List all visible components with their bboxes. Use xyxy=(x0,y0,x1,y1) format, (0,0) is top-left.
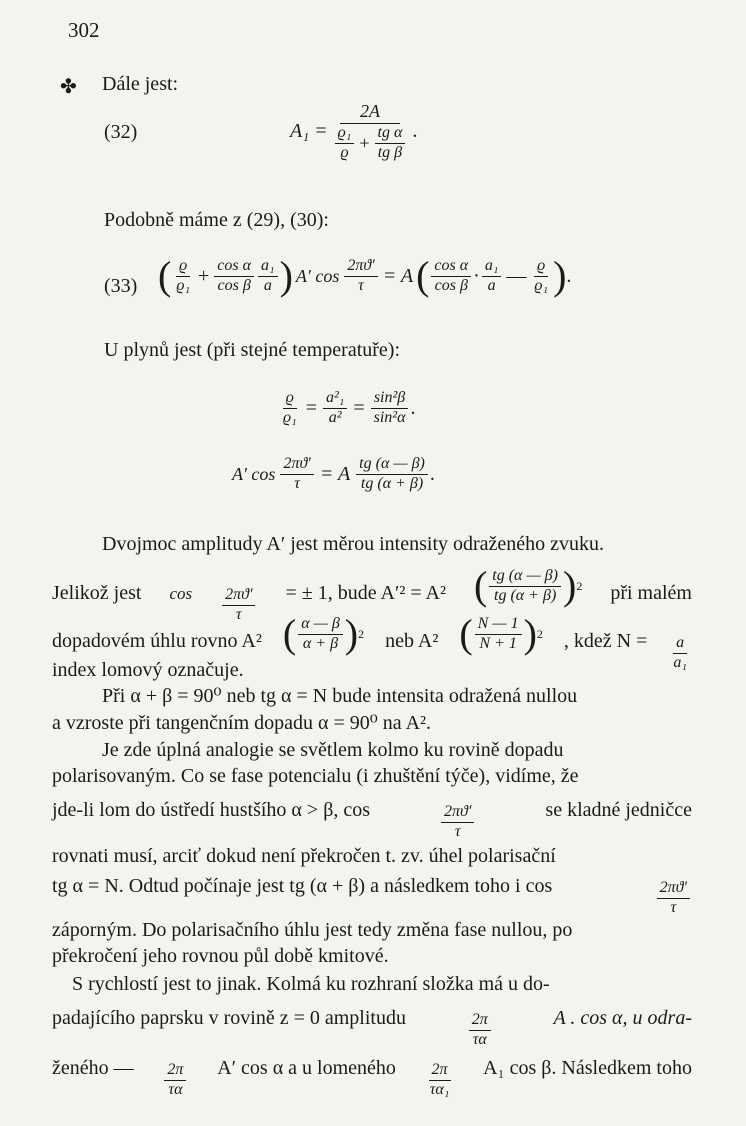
text-line-14: S rychlostí jest to jinak. Kolmá ku rozhraní složka má u do- xyxy=(72,973,550,995)
eqa-frac2 xyxy=(323,390,347,427)
eqb-lhs: A′ cos xyxy=(232,463,276,484)
eq33-f6-num: a₁ xyxy=(482,258,502,277)
eqb-f1-den: τ xyxy=(294,474,300,492)
eqb-f1-num: 2πϑ′ xyxy=(280,456,313,475)
eqa-eq2: = xyxy=(353,396,365,419)
l9-f-den: τ xyxy=(454,822,461,840)
l11-f-den: τ xyxy=(670,898,677,916)
eqa-frac3 xyxy=(371,390,409,427)
eq33-dot: · xyxy=(473,264,480,287)
eq33-f4-den: τ xyxy=(358,276,364,294)
l15-f-den: τα xyxy=(472,1030,487,1048)
eqb-frac1 xyxy=(280,456,313,493)
l3-r-den: a₁ xyxy=(673,653,687,671)
bullet-icon: ✤ xyxy=(60,76,77,98)
eq33-f5-num: cos α xyxy=(431,258,471,277)
eq32-den-frac1 xyxy=(335,125,355,162)
eq33-frac3 xyxy=(258,258,278,295)
l3-paren1: ( $\frac{\alpha — \beta}{\alpha + \beta}$ ) 2 xyxy=(282,611,365,656)
text-line-5: Při α + β = 90⁰ neb tg α = N bude intensita odražená nullou xyxy=(102,685,578,707)
eq33-f5-den: cos β xyxy=(434,276,468,294)
eq33-frac7 xyxy=(531,258,551,295)
l16-f-den: τα xyxy=(168,1080,183,1098)
text-line-8: polarisovaným. Co se fase potencialu (i zhuštění týče), vidíme, že xyxy=(52,765,579,787)
l2-f-den: τ xyxy=(235,605,242,623)
l15-f-num: 2π xyxy=(469,1012,491,1031)
eqa-f1-num: ϱ xyxy=(283,390,297,409)
text-line-1: Dvojmoc amplitudy A′ jest měrou intensity odraženého zvuku. xyxy=(102,533,605,555)
eq32-main-fraction xyxy=(330,102,411,161)
l3-c: , kdež N = xyxy=(563,630,648,652)
text-line-16 xyxy=(52,1058,692,1099)
eq32-plus: + xyxy=(359,132,370,153)
eqa-f3-num: sin²β xyxy=(371,390,408,409)
l9-f-num: 2πϑ′ xyxy=(441,804,474,823)
eq33-eqA: = A xyxy=(382,264,414,287)
eqa-f1-den: ϱ₁ xyxy=(283,408,297,426)
eq32-den1-den: ϱ xyxy=(340,143,349,161)
eq33-f2-den: cos β xyxy=(217,276,251,294)
l16-b: A′ cos α a u lomeného xyxy=(217,1057,396,1079)
eqa-f2-den: a² xyxy=(328,408,342,426)
eqb-frac2 xyxy=(356,456,428,493)
l16-f-num: 2π xyxy=(164,1062,186,1081)
l11-a: tg α = N. Odtud počínaje jest tg (α + β) a následkem toho i cos xyxy=(52,875,553,897)
eq33-f4-num: 2πϑ′ xyxy=(344,258,377,277)
equation-33 xyxy=(158,253,572,298)
l15-b: A . cos α, u odra- xyxy=(553,1007,692,1029)
l3-b: neb A² xyxy=(385,630,439,652)
l2-p-den: tg (α + β) xyxy=(494,586,557,604)
text-line-6: a vzroste při tangenčním dopadu α = 90⁰ na A². xyxy=(52,712,432,734)
eq33-f3-num: a₁ xyxy=(258,258,278,277)
text-line-4: index lomový označuje. xyxy=(52,659,244,681)
podobne-text: Podobně máme z (29), (30): xyxy=(104,209,329,231)
eq33-minus: — xyxy=(506,264,527,287)
l3-paren2: ( $\frac{N — 1}{N + 1}$ ) 2 xyxy=(459,611,543,656)
plynu-text: U plynů jest (při stejné temperatuře): xyxy=(104,339,401,361)
equation-gas-amplitude xyxy=(232,456,435,493)
text-line-9 xyxy=(52,800,692,841)
text-line-11 xyxy=(52,876,692,917)
eq32-den1-num: ϱ₁ xyxy=(335,125,355,144)
eq32-denominator xyxy=(330,124,411,162)
eq33-f6-den: a xyxy=(487,276,496,294)
eq33-f3-den: a xyxy=(263,276,272,294)
eq33-paren2-close: ) xyxy=(553,253,567,298)
intro-text: Dále jest: xyxy=(102,73,179,95)
equation-32 xyxy=(290,102,417,161)
eqa-end: . xyxy=(410,396,416,419)
eq33-paren2-open: ( xyxy=(416,253,430,298)
eq33-f1-den: ϱ₁ xyxy=(176,276,191,294)
l2-paren-group: ( $\frac{tg (\alpha — \beta)}{tg (\alpha + \beta)}$ ) 2 xyxy=(473,563,583,608)
eq32-end: . xyxy=(412,120,418,143)
l3-p-den: α + β xyxy=(302,634,339,652)
l16-frac2 xyxy=(427,1062,453,1099)
l3-a: dopadovém úhlu rovno A² xyxy=(52,630,262,652)
l11-f-num: 2πϑ′ xyxy=(657,880,690,899)
text-line-13: překročení jeho rovnou půl době kmitové. xyxy=(52,945,389,967)
eq33-end: . xyxy=(566,264,572,287)
l9-frac xyxy=(441,804,474,841)
l11-frac xyxy=(657,880,690,917)
eq33-f2-num: cos α xyxy=(214,258,254,277)
l9-b: se kladné jedničce xyxy=(545,799,692,821)
eq33-frac6 xyxy=(482,258,502,295)
eqa-f3-den: sin²α xyxy=(373,408,406,426)
eq33-frac2 xyxy=(214,258,254,295)
eq33-frac5 xyxy=(431,258,471,295)
l16-c: A₁ cos β. Následkem toho xyxy=(483,1057,692,1079)
eq33-f7-den: ϱ₁ xyxy=(534,276,549,294)
eq32-den2-num: tg α xyxy=(375,125,406,144)
eq32-lhs: A₁ = xyxy=(290,120,328,143)
l3-q-num: N — 1 xyxy=(475,616,522,635)
eq33-label: (33) xyxy=(104,275,138,297)
text-line-10: rovnati musí, arciť dokud není překročen t. zv. úhel polarisační xyxy=(52,845,556,867)
eq32-den2-den: tg β xyxy=(377,143,403,161)
l2-cos: cos xyxy=(169,584,193,603)
l15-a: padajícího paprsku v rovině z = 0 amplitudu xyxy=(52,1007,406,1029)
eqa-eq1: = xyxy=(305,396,317,419)
text-line-12: záporným. Do polarisačního úhlu jest tedy změna fase nullou, po xyxy=(52,919,573,941)
eq33-paren-close: ) xyxy=(279,253,293,298)
eq33-paren-open: ( xyxy=(158,253,172,298)
l3-q-den: N + 1 xyxy=(479,634,517,652)
eqb-f2-den: tg (α + β) xyxy=(360,474,424,492)
text-line-15 xyxy=(52,1008,692,1049)
eqb-f2-num: tg (α — β) xyxy=(356,456,428,475)
eq33-f1-num: ϱ xyxy=(176,258,190,277)
eq32-numerator: 2A xyxy=(340,102,400,124)
l15-frac xyxy=(469,1012,491,1049)
eq33-mid: A′ cos xyxy=(295,265,340,286)
l2-a: Jelikož jest xyxy=(52,582,142,604)
eq32-label: (32) xyxy=(104,121,138,143)
eqb-eq: = A xyxy=(319,462,351,485)
eqa-frac1 xyxy=(280,390,300,427)
eq33-frac1 xyxy=(173,258,193,295)
l16-g-num: 2π xyxy=(429,1062,451,1081)
eq33-f7-num: ϱ xyxy=(534,258,548,277)
l16-a: ženého — xyxy=(52,1057,134,1079)
l3-r-num: a xyxy=(673,635,687,654)
eqa-f2-num: a²₁ xyxy=(323,390,347,409)
l3-p-num: α — β xyxy=(298,616,343,635)
equation-gas-density xyxy=(278,390,415,427)
l2-c: při malém xyxy=(610,582,692,604)
eq32-den-frac2 xyxy=(375,125,406,162)
l2-p-num: tg (α — β) xyxy=(489,568,561,587)
l2-f-num: 2πϑ′ xyxy=(222,587,255,606)
eqb-end: . xyxy=(429,462,435,485)
l9-a: jde-li lom do ústředí hustšího α > β, cos xyxy=(52,799,371,821)
l16-g-den: τα₁ xyxy=(429,1080,450,1098)
eq33-plus: + xyxy=(198,264,210,287)
text-line-7: Je zde úplná analogie se světlem kolmo ku rovině dopadu xyxy=(102,739,564,761)
l2-b: = ± 1, bude A′² = A² xyxy=(285,582,446,604)
eq33-frac4 xyxy=(344,258,377,295)
l16-frac1 xyxy=(164,1062,186,1099)
page-number: 302 xyxy=(68,18,100,42)
